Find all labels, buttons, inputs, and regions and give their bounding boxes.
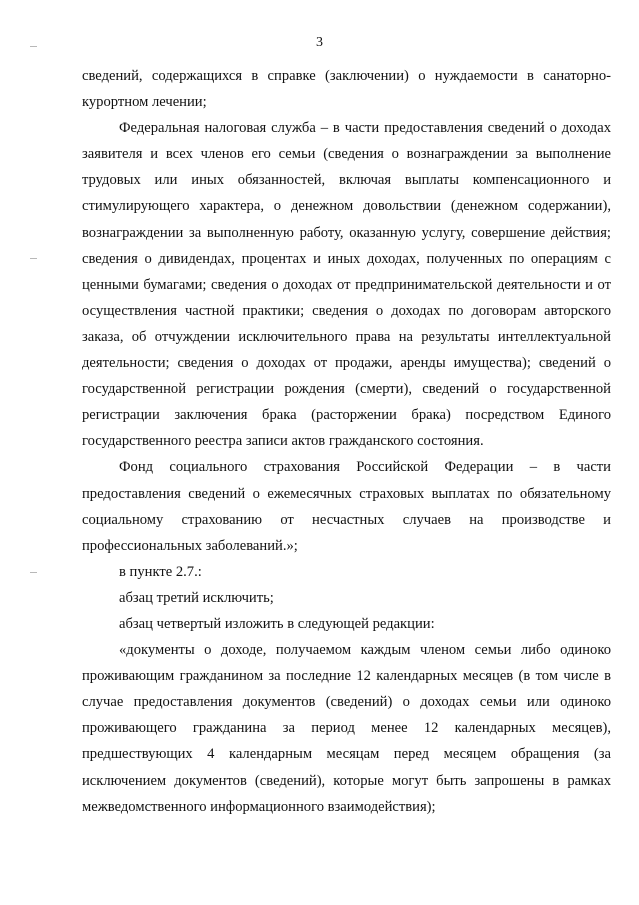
document-body [82, 63, 611, 820]
paragraph-delete-third: абзац третий исключить; [119, 589, 274, 606]
paragraph-clause-2-7: в пункте 2.7.: [119, 563, 202, 580]
paragraph-fourth-new-wording: абзац четвертый изложить в следующей редакции: [119, 615, 435, 632]
paragraph-tax-service: Федеральная налоговая служба – в части предоставления сведений о доходах заявителя и всех членов его семьи (сведения о вознаграждении за выполнение трудовых или иных обязанностей, включая выплаты компенсационного и стимулирующего характера, о денежном довольствии (денежном содержании), вознаграждении за выполненную работу, оказанную услугу, совершение действия; сведения о дивидендах, процентах и иных доходах, полученных по операциям с ценными бумагами; сведения о доходах от предпринимательской деятельности и от осуществления частной практики; сведения о доходах по договорам авторского заказа, об отчуждении исключительного права на результаты интеллектуальной деятельности; сведения о доходах от продажи, аренды имущества); сведений о государственной регистрации рождения (смерти), сведений о государственной регистрации заключения брака (расторжении брака) посредством Единого государственного реестра записи актов гражданского состояния. [82, 120, 611, 450]
paragraph-social-insurance-fund: Фонд социального страхования Российской Федерации – в части предоставления сведений о ежемесячных страховых выплатах по обязательному социальному страхованию от несчастных случаев на производстве и профессиональных заболеваний.»; [82, 459, 611, 554]
scan-edge-mark [30, 258, 37, 259]
paragraph-income-documents: «документы о доходе, получаемом каждым членом семьи либо одиноко проживающим гражданином за последние 12 календарных месяцев (в том числе в случае предоставления документов (сведений) о доходах семьи или одиноко проживающего гражданина за период менее 12 календарных месяцев), предшествующих 4 календарным месяцам перед месяцем обращения (за исключением документов (сведений), которые могут быть запрошены в рамках межведомственного информационного взаимодействия); [82, 642, 611, 815]
paragraph-continuation: сведений, содержащихся в справке (заключении) о нуждаемости в санаторно-курортном лечении; [82, 68, 611, 111]
page-number: 3 [316, 35, 323, 50]
scan-edge-mark [30, 572, 37, 573]
